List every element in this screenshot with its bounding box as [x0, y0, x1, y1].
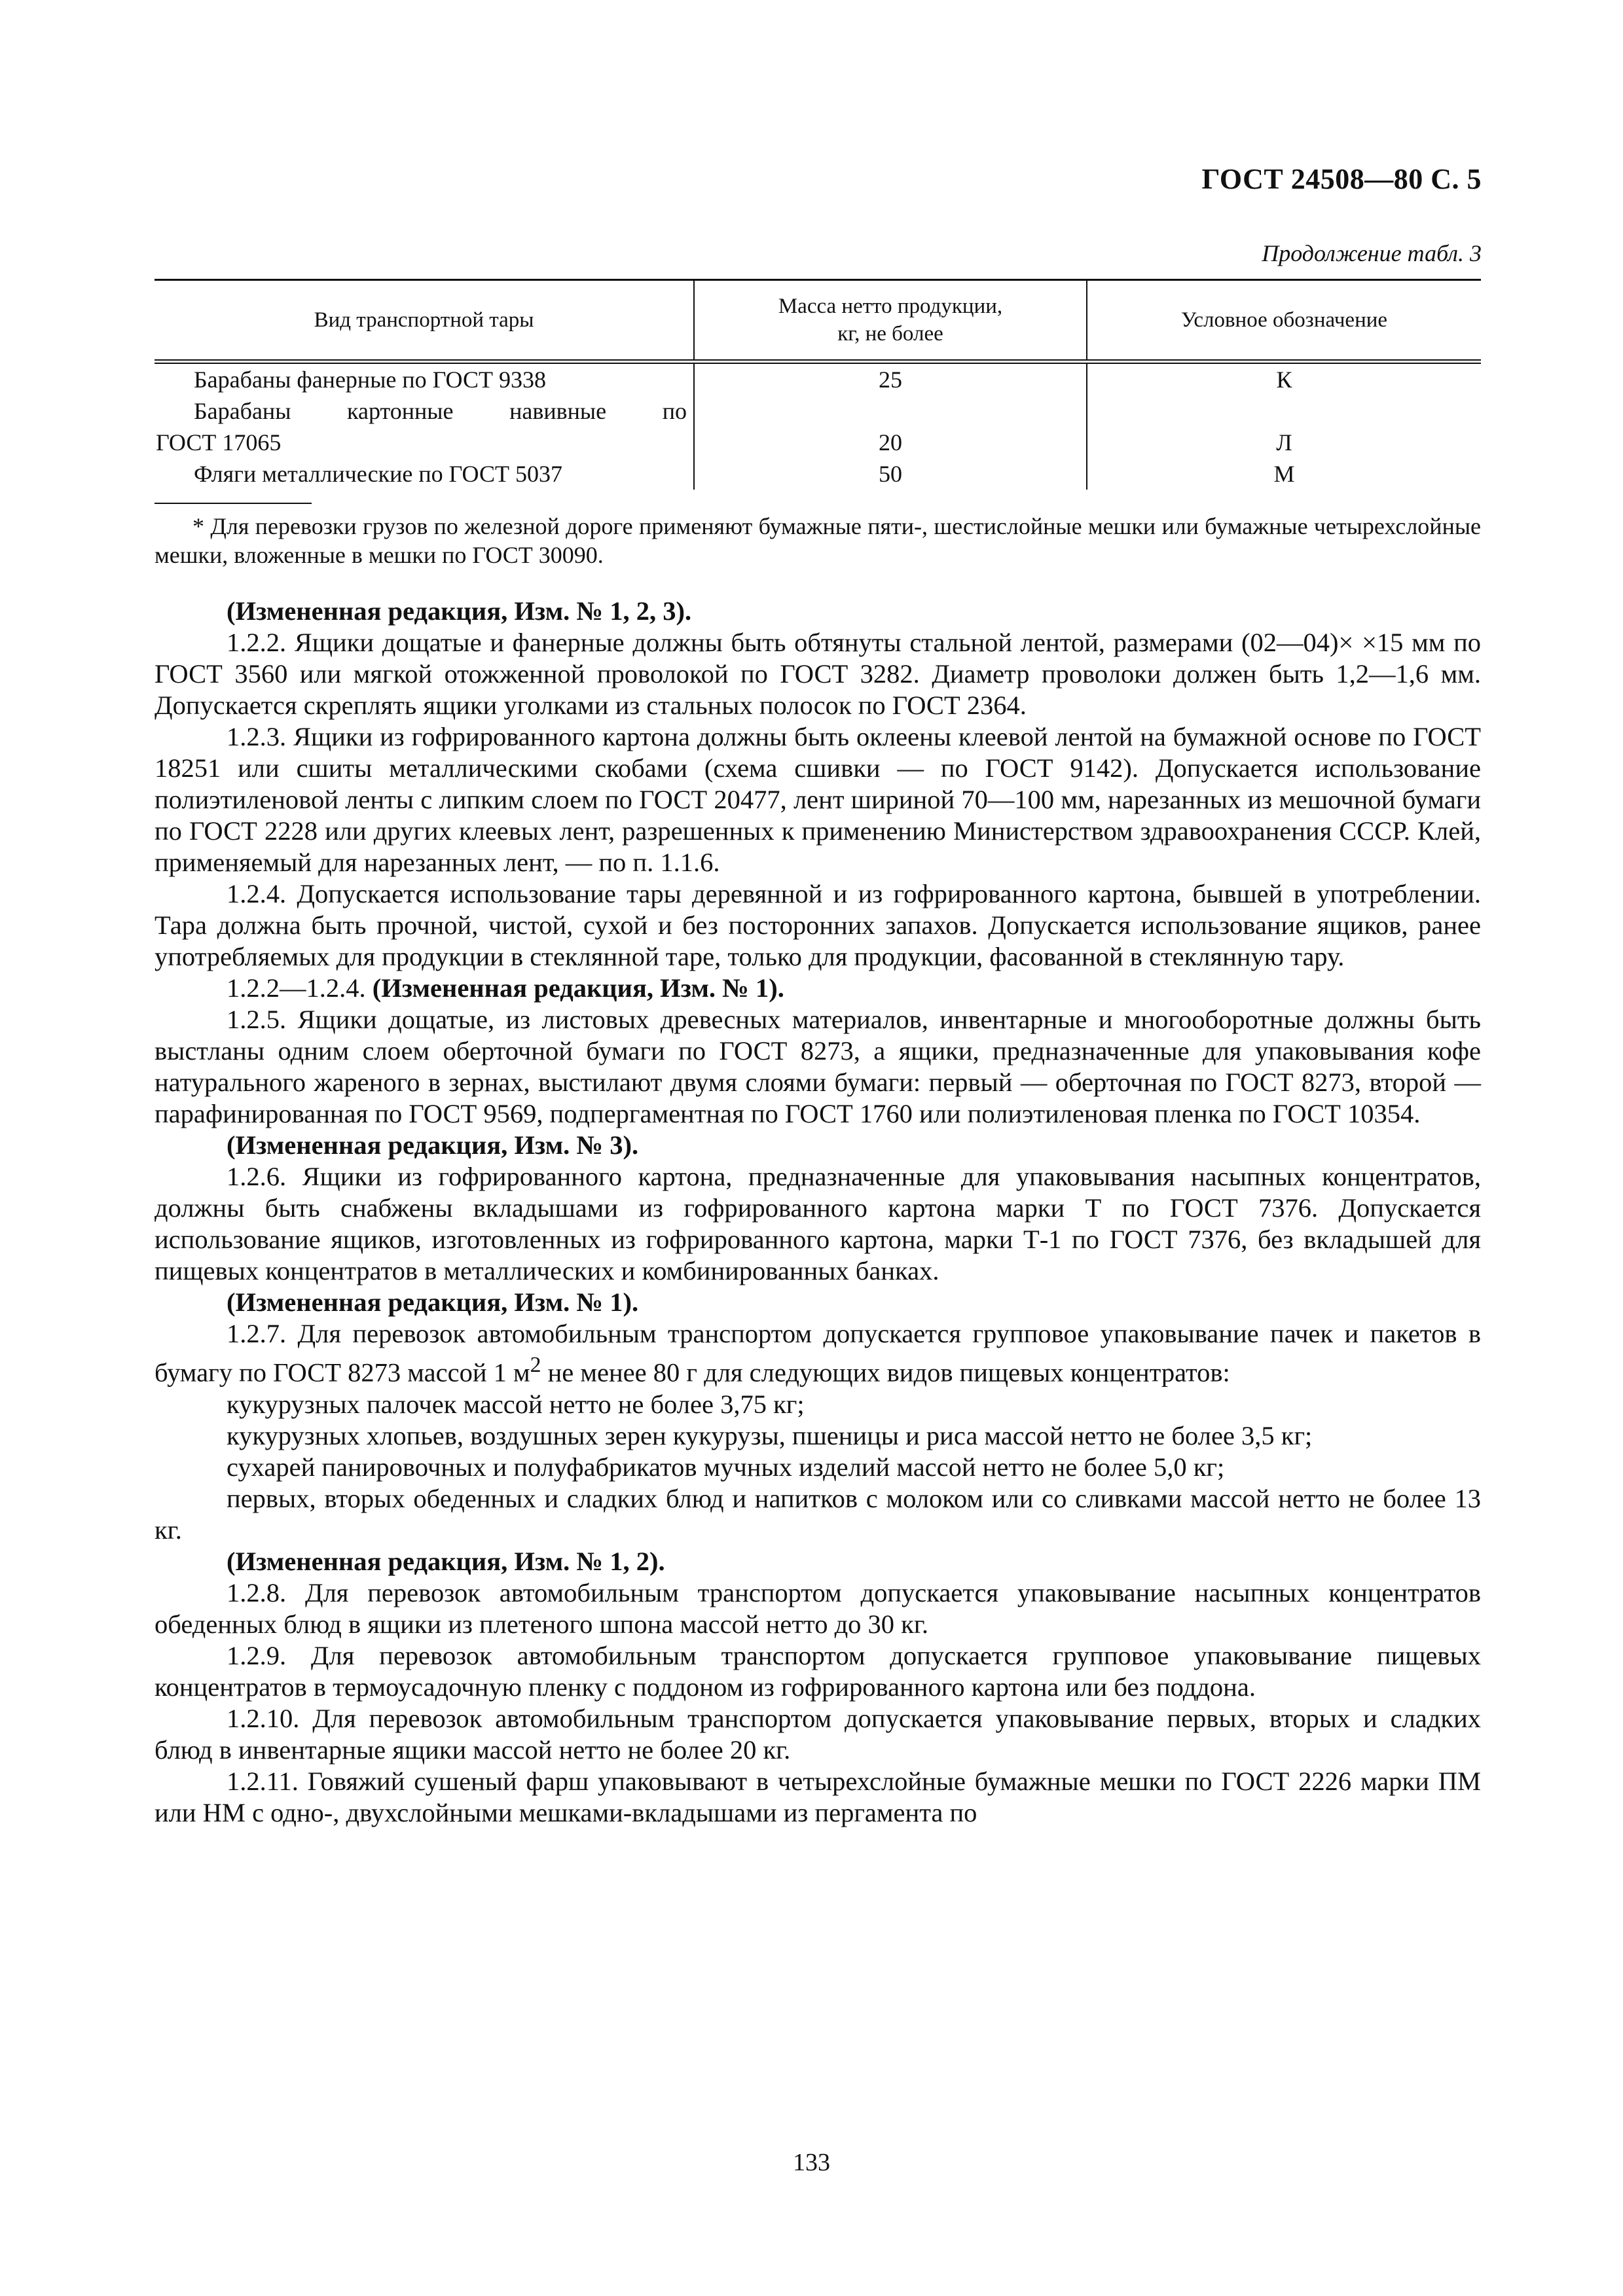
body-text — [155, 596, 1481, 1829]
list-item: кукурузных палочек массой нетто не более 3,75 кг; — [227, 1389, 805, 1419]
table-row — [155, 362, 1481, 396]
paragraph: 1.2.5. Ящики дощатые, из листовых древесных материалов, инвентарные и многооборотные должны быть выстланы одним слоем оберточной бумаги по ГОСТ 8273, а ящики, предназначенные для упаковывания кофе натурального жареного в зернах, выстилают двумя слоями бумаги: первый — оберточная по ГОСТ 8273, второй — парафинированная по ГОСТ 9569, подпергаментная по ГОСТ 1760 или полиэтиленовая пленка по ГОСТ 10354. — [155, 1005, 1481, 1128]
paragraph: 1.2.4. Допускается использование тары деревянной и из гофрированного картона, бывшей в употреблении. Тара должна быть прочной, чистой, сухой и без посторонних запахов. Допускается использование ящиков, ранее употребляемых для продукции в стеклянной таре, только для продукции, фасованной в стеклянную тару. — [155, 879, 1481, 971]
paragraph: (Измененная редакция, Изм. № 1). — [227, 1287, 639, 1317]
row-designation: М — [1087, 458, 1481, 490]
footnote-rule — [155, 503, 312, 504]
paragraph: (Измененная редакция, Изм. № 3). — [227, 1130, 639, 1160]
table-row — [155, 395, 1481, 458]
list-item: сухарей панировочных и полуфабрикатов мучных изделий массой нетто не более 5,0 кг; — [227, 1452, 1225, 1482]
header-designation: Условное обозначение — [1087, 280, 1481, 362]
row-container-type: Барабаны фанерные по ГОСТ 9338 — [194, 367, 546, 393]
row-net-mass: 25 — [694, 362, 1087, 396]
row-designation: К — [1087, 362, 1481, 396]
list-item: первых, вторых обеденных и сладких блюд и напитков с молоком или со сливками массой нетто не более 13 кг. — [155, 1483, 1481, 1545]
row-net-mass: 20 — [694, 395, 1087, 458]
header-net-mass-line2: кг, не более — [837, 322, 943, 346]
packaging-table — [155, 279, 1481, 490]
paragraph: 1.2.11. Говяжий сушеный фарш упаковывают в четырехслойные бумажные мешки по ГОСТ 2226 марки ПМ или НМ с одно-, двухслойными мешками-вкладышами из пергамента по — [155, 1766, 1481, 1827]
paragraph: 1.2.9. Для перевозок автомобильным транспортом допускается групповое упаковывание пищевых концентратов в термоусадочную пленку с поддоном из гофрированного картона или без поддона. — [155, 1640, 1481, 1702]
paragraph: 1.2.6. Ящики из гофрированного картона, предназначенные для упаковывания насыпных концентратов, должны быть снабжены вкладышами из гофрированного картона марки Т по ГОСТ 7376. Допускается использование ящиков, изготовленных из гофрированного картона, марки Т-1 по ГОСТ 7376, без вкладышей для пищевых концентратов в металлических и комбинированных банках. — [155, 1162, 1481, 1285]
table-caption: Продолжение табл. 3 — [1262, 240, 1482, 266]
table-row — [155, 458, 1481, 490]
table-footnote: * Для перевозки грузов по железной дороге применяют бумажные пяти-, шестислойные мешки или бумажные четырехслойные мешки, вложенные в мешки по ГОСТ 30090. — [155, 513, 1481, 568]
row-designation: Л — [1087, 395, 1481, 458]
paragraph: 1.2.2. Ящики дощатые и фанерные должны быть обтянуты стальной лентой, размерами (02—04)× ×15 мм по ГОСТ 3560 или мягкой отожженной проволокой по ГОСТ 3282. Диаметр проволоки должен быть 1,2—1,6 мм. Допускается скреплять ящики уголками из стальных полосок по ГОСТ 2364. — [155, 628, 1481, 720]
header-net-mass-line1: Масса нетто продукции, — [778, 295, 1003, 318]
header-net-mass — [694, 280, 1087, 362]
paragraph: (Измененная редакция, Изм. № 1, 2, 3). — [227, 596, 692, 626]
paragraph: (Измененная редакция, Изм. № 1, 2). — [227, 1546, 665, 1576]
table-header-row — [155, 280, 1481, 362]
paragraph: 1.2.10. Для перевозок автомобильным транспортом допускается упаковывание первых, вторых и сладких блюд в инвентарные ящики массой нетто не более 20 кг. — [155, 1703, 1481, 1765]
paragraph: 1.2.2—1.2.4. (Измененная редакция, Изм. № 1). — [227, 973, 784, 1003]
page-header: ГОСТ 24508—80 С. 5 — [1201, 163, 1482, 195]
paragraph: 1.2.8. Для перевозок автомобильным транспортом допускается упаковывание насыпных концентратов обеденных блюд в ящики из плетеного шпона массой нетто до 30 кг. — [155, 1577, 1481, 1639]
page-number: 133 — [793, 2149, 830, 2176]
paragraph: 1.2.3. Ящики из гофрированного картона должны быть оклеены клеевой лентой на бумажной основе по ГОСТ 18251 или сшиты металлическими скобами (схема сшивки — по ГОСТ 9142). Допускается использование полиэтиленовой ленты с липким слоем по ГОСТ 20477, лент шириной 70—100 мм, нарезанных из мешочной бумаги по ГОСТ 2228 или других клеевых лент, разрешенных к применению Министерством здравоохранения СССР. Клей, применяемый для нарезанных лент, — по п. 1.1.6. — [155, 722, 1481, 877]
row-container-type: Барабаны картонные навивные по ГОСТ 17065 — [156, 398, 687, 456]
paragraph: 1.2.7. Для перевозок автомобильным транспортом допускается групповое упаковывание пачек и пакетов в бумагу по ГОСТ 8273 массой 1 $м^2$ не менее 80 г для следующих видов пищевых концентратов: — [155, 1319, 1481, 1388]
row-container-type: Фляги металлические по ГОСТ 5037 — [194, 461, 562, 487]
list-item: кукурузных хлопьев, воздушных зерен кукурузы, пшеницы и риса массой нетто не более 3,5 кг; — [227, 1420, 1313, 1450]
row-net-mass: 50 — [694, 458, 1087, 490]
header-container-type: Вид транспортной тары — [155, 280, 694, 362]
